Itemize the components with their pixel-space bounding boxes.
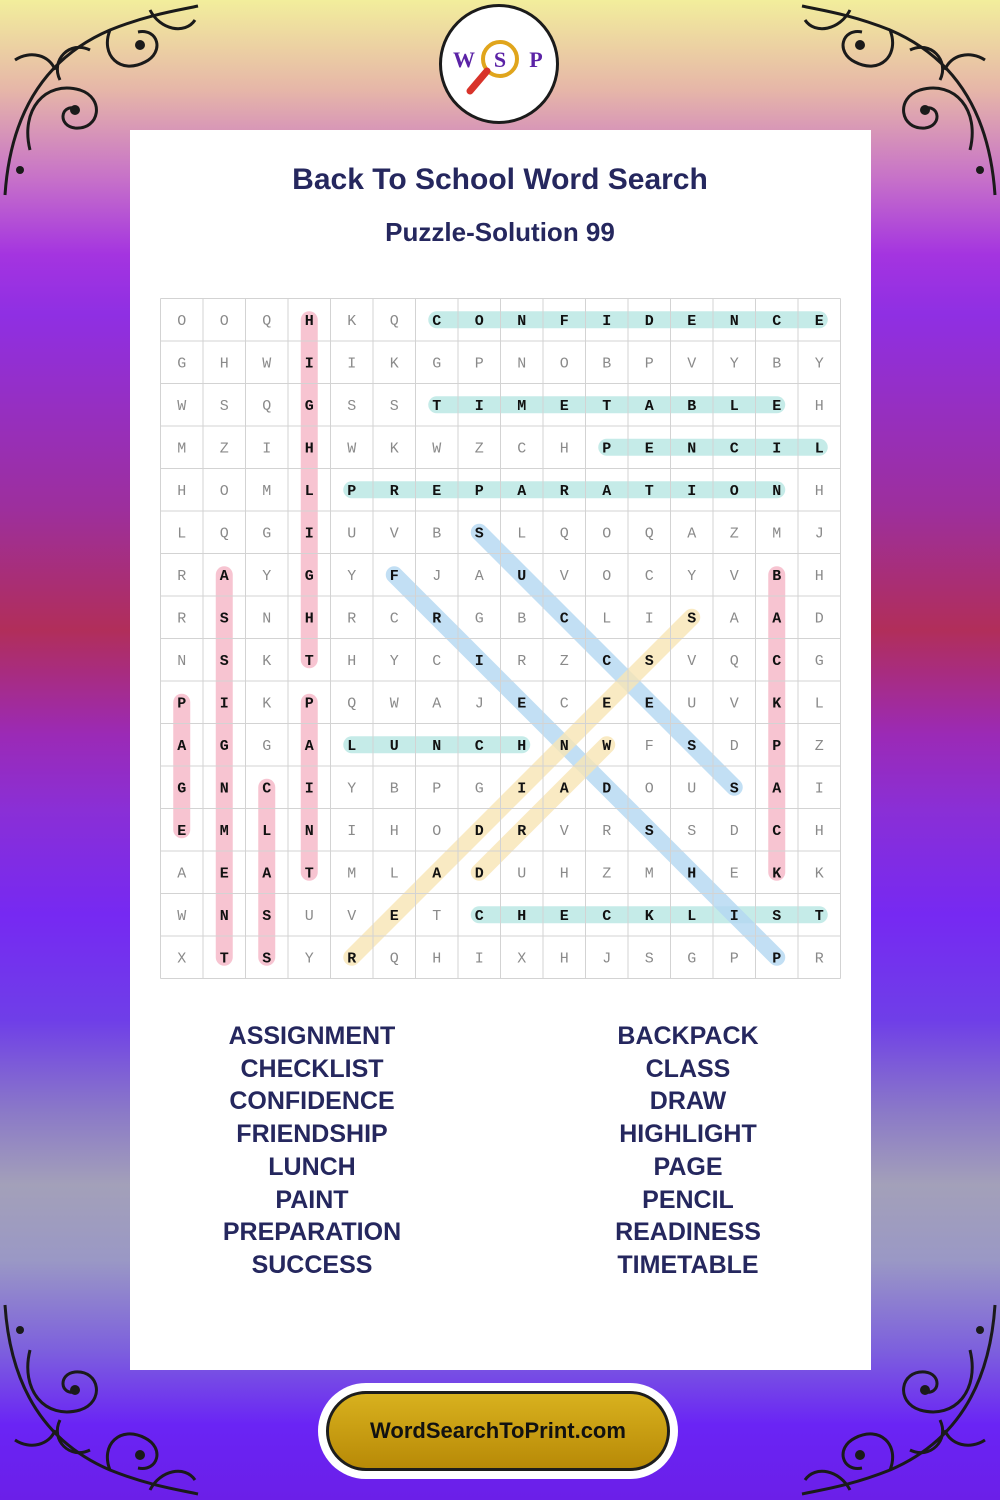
grid-cell[interactable]: N	[304, 822, 314, 840]
grid-cell[interactable]: E	[687, 312, 697, 330]
grid-cell[interactable]: A	[262, 865, 272, 883]
grid-cell[interactable]: L	[177, 525, 187, 543]
grid-cell[interactable]: C	[517, 440, 527, 458]
grid-cell[interactable]: L	[517, 525, 527, 543]
grid-cell[interactable]: M	[517, 397, 527, 415]
grid-cell[interactable]: I	[304, 780, 314, 798]
grid-cell[interactable]: S	[219, 652, 229, 670]
grid-cell[interactable]: I	[304, 355, 314, 373]
grid-cell[interactable]: F	[559, 312, 569, 330]
grid-cell[interactable]: W	[432, 440, 442, 458]
grid-cell[interactable]: C	[729, 440, 739, 458]
grid-cell[interactable]: T	[432, 907, 442, 925]
grid-cell[interactable]: Y	[814, 355, 824, 373]
grid-cell[interactable]: S	[219, 610, 229, 628]
grid-cell[interactable]: C	[772, 312, 782, 330]
grid-cell[interactable]: I	[687, 482, 697, 500]
grid-cell[interactable]: U	[304, 907, 314, 925]
grid-cell[interactable]: W	[262, 355, 272, 373]
word-list-item: PAINT	[275, 1185, 349, 1214]
grid-cell[interactable]: C	[262, 780, 272, 798]
grid-cell[interactable]: L	[687, 907, 697, 925]
grid-cell[interactable]: N	[177, 652, 187, 670]
grid-cell[interactable]: O	[177, 312, 187, 330]
grid-cell[interactable]: A	[432, 865, 442, 883]
grid-cell[interactable]: H	[687, 865, 697, 883]
grid-cell[interactable]: D	[474, 822, 484, 840]
website-link-label: WordSearchToPrint.com	[370, 1418, 626, 1443]
grid-cell[interactable]: P	[474, 482, 484, 500]
grid-cell[interactable]: V	[559, 822, 569, 840]
grid-cell[interactable]: B	[602, 355, 612, 373]
grid-cell[interactable]: Z	[474, 440, 484, 458]
grid-cell[interactable]: E	[729, 865, 739, 883]
logo-letter-s: S	[493, 47, 507, 72]
grid-cell[interactable]: K	[389, 355, 399, 373]
grid-cell[interactable]: V	[347, 907, 357, 925]
grid-cell[interactable]: R	[559, 482, 569, 500]
grid-cell[interactable]: Z	[219, 440, 229, 458]
grid-cell[interactable]: I	[644, 610, 654, 628]
grid-cell[interactable]: C	[772, 652, 782, 670]
grid-cell[interactable]: L	[729, 397, 739, 415]
grid-cell[interactable]: A	[517, 482, 527, 500]
grid-cell[interactable]: E	[602, 695, 612, 713]
grid-cell[interactable]: R	[517, 652, 527, 670]
grid-cell[interactable]: C	[559, 610, 569, 628]
grid-cell[interactable]: O	[219, 482, 229, 500]
grid-cell[interactable]: S	[644, 822, 654, 840]
grid-cell[interactable]: E	[389, 907, 399, 925]
word-list-item: SUCCESS	[251, 1250, 373, 1279]
grid-cell[interactable]: E	[644, 440, 654, 458]
grid-cell[interactable]: D	[602, 780, 612, 798]
grid-cell[interactable]: U	[389, 737, 399, 755]
grid-cell[interactable]: T	[602, 397, 612, 415]
grid-cell[interactable]: H	[814, 397, 824, 415]
grid-cell[interactable]: N	[517, 312, 527, 330]
grid-cell[interactable]: P	[432, 780, 442, 798]
grid-cell[interactable]: M	[772, 525, 782, 543]
grid-cell[interactable]: C	[559, 695, 569, 713]
grid-cell[interactable]: O	[559, 355, 569, 373]
grid-cell[interactable]: V	[687, 355, 697, 373]
grid-cell[interactable]: Q	[389, 950, 399, 968]
grid-cell[interactable]: C	[474, 737, 484, 755]
grid-cell[interactable]: U	[517, 567, 527, 585]
word-list-item: FRIENDSHIP	[236, 1120, 388, 1149]
grid-cell[interactable]: T	[644, 482, 654, 500]
grid-cell[interactable]: O	[474, 312, 484, 330]
grid-cell[interactable]: P	[772, 737, 782, 755]
grid-cell[interactable]: C	[602, 652, 612, 670]
grid-cell[interactable]: X	[517, 950, 527, 968]
grid-cell[interactable]: G	[687, 950, 697, 968]
grid-cell[interactable]: O	[219, 312, 229, 330]
grid-cell[interactable]: N	[687, 440, 697, 458]
grid-cell[interactable]: Q	[347, 695, 357, 713]
grid-cell[interactable]: K	[262, 695, 272, 713]
word-list-item: PENCIL	[642, 1185, 734, 1214]
grid-cell[interactable]: L	[347, 737, 357, 755]
grid-cell[interactable]: A	[602, 482, 612, 500]
word-list-item: LUNCH	[268, 1152, 356, 1181]
grid-cell[interactable]: R	[177, 610, 187, 628]
grid-cell[interactable]: N	[559, 737, 569, 755]
word-list-item: CLASS	[645, 1054, 731, 1083]
grid-cell[interactable]: Z	[602, 865, 612, 883]
grid-cell[interactable]: Q	[219, 525, 229, 543]
grid-cell[interactable]: S	[772, 907, 782, 925]
grid-cell[interactable]: M	[219, 822, 229, 840]
grid-cell[interactable]: C	[432, 652, 442, 670]
grid-cell[interactable]: Y	[389, 652, 399, 670]
grid-cell[interactable]: Y	[262, 567, 272, 585]
grid-cell[interactable]: A	[474, 567, 484, 585]
grid-cell[interactable]: H	[219, 355, 229, 373]
grid-cell[interactable]: W	[177, 907, 187, 925]
grid-cell[interactable]: K	[389, 440, 399, 458]
grid-cell[interactable]: O	[432, 822, 442, 840]
word-list-item: PAGE	[653, 1152, 723, 1181]
grid-cell[interactable]: J	[814, 525, 824, 543]
grid-cell[interactable]: H	[517, 907, 527, 925]
grid-cell[interactable]: Y	[304, 950, 314, 968]
grid-cell[interactable]: S	[687, 822, 697, 840]
grid-cell[interactable]: T	[219, 950, 229, 968]
grid-cell[interactable]: K	[644, 907, 654, 925]
grid-cell[interactable]: A	[177, 737, 187, 755]
grid-cell[interactable]: W	[347, 440, 357, 458]
grid-cell[interactable]: T	[304, 652, 314, 670]
grid-cell[interactable]: G	[432, 355, 442, 373]
grid-cell[interactable]: T	[432, 397, 442, 415]
grid-cell[interactable]: P	[602, 440, 612, 458]
grid-cell[interactable]: N	[772, 482, 782, 500]
word-list-item: BACKPACK	[617, 1022, 759, 1050]
grid-cell[interactable]: P	[729, 950, 739, 968]
grid-cell[interactable]: I	[347, 355, 357, 373]
grid-cell[interactable]: H	[814, 567, 824, 585]
grid-cell[interactable]: R	[347, 610, 357, 628]
grid-cell[interactable]: E	[559, 907, 569, 925]
word-list-item: TIMETABLE	[617, 1250, 759, 1279]
grid-cell[interactable]: R	[177, 567, 187, 585]
grid-cell[interactable]: H	[347, 652, 357, 670]
grid-cell[interactable]: A	[432, 695, 442, 713]
grid-cell[interactable]: S	[644, 652, 654, 670]
grid-cell[interactable]: B	[432, 525, 442, 543]
grid-cell[interactable]: M	[262, 482, 272, 500]
grid-cell[interactable]: I	[304, 525, 314, 543]
grid-cell[interactable]: H	[304, 312, 314, 330]
grid-cell[interactable]: S	[262, 950, 272, 968]
grid-cell[interactable]: S	[262, 907, 272, 925]
grid-cell[interactable]: R	[517, 822, 527, 840]
word-list-right	[538, 1020, 838, 1282]
grid-cell[interactable]: E	[772, 397, 782, 415]
grid-cell[interactable]: Z	[559, 652, 569, 670]
grid-cell[interactable]: B	[389, 780, 399, 798]
grid-cell[interactable]: H	[177, 482, 187, 500]
page-subtitle: Puzzle-Solution 99	[385, 217, 615, 247]
grid-cell[interactable]: P	[177, 695, 187, 713]
grid-cell[interactable]: Y	[347, 567, 357, 585]
grid-cell[interactable]: Y	[729, 355, 739, 373]
grid-cell[interactable]: Q	[644, 525, 654, 543]
grid-cell[interactable]: S	[389, 397, 399, 415]
grid-cell[interactable]: D	[729, 737, 739, 755]
grid-cell[interactable]: S	[729, 780, 739, 798]
grid-cell[interactable]: I	[474, 397, 484, 415]
grid-cell[interactable]: G	[262, 525, 272, 543]
grid-cell[interactable]: P	[347, 482, 357, 500]
word-list-left	[162, 1020, 462, 1282]
logo-letter-w: W	[453, 47, 475, 72]
grid-cell[interactable]: Q	[262, 312, 272, 330]
grid-cell[interactable]: Q	[262, 397, 272, 415]
grid-cell[interactable]: G	[814, 652, 824, 670]
grid-cell[interactable]: E	[432, 482, 442, 500]
grid-cell[interactable]: S	[687, 737, 697, 755]
grid-cell[interactable]: L	[814, 440, 824, 458]
grid-cell[interactable]: M	[644, 865, 654, 883]
logo-letter-p: P	[529, 47, 543, 72]
grid-cell[interactable]: F	[389, 567, 399, 585]
word-list-item: HIGHLIGHT	[619, 1120, 757, 1149]
grid-cell[interactable]: K	[347, 312, 357, 330]
grid-cell[interactable]: P	[474, 355, 484, 373]
grid-cell[interactable]: S	[474, 525, 484, 543]
grid-cell[interactable]: N	[729, 312, 739, 330]
grid-cell[interactable]: A	[559, 780, 569, 798]
grid-cell[interactable]: U	[687, 695, 697, 713]
word-search-grid[interactable]	[160, 298, 841, 979]
grid-cell[interactable]: Z	[729, 525, 739, 543]
grid-cell[interactable]: Q	[729, 652, 739, 670]
grid-cell[interactable]: I	[474, 652, 484, 670]
grid-cell[interactable]: Y	[347, 780, 357, 798]
grid-cell[interactable]: O	[602, 525, 612, 543]
grid-cell[interactable]: E	[219, 865, 229, 883]
grid-cell[interactable]: S	[219, 397, 229, 415]
grid-cell[interactable]: K	[772, 865, 782, 883]
grid-cell[interactable]: O	[729, 482, 739, 500]
grid-cell[interactable]: N	[219, 907, 229, 925]
grid-cell[interactable]: C	[389, 610, 399, 628]
grid-cell[interactable]: H	[559, 440, 569, 458]
grid-cell[interactable]: W	[389, 695, 399, 713]
grid-cell[interactable]: I	[772, 440, 782, 458]
grid-cell[interactable]: W	[177, 397, 187, 415]
grid-cell[interactable]: R	[389, 482, 399, 500]
grid-cell[interactable]: C	[474, 907, 484, 925]
grid-cell[interactable]: E	[814, 312, 824, 330]
footer-badge	[318, 1383, 678, 1479]
grid-cell[interactable]: L	[262, 822, 272, 840]
grid-cell[interactable]: R	[432, 610, 442, 628]
grid-cell[interactable]: K	[772, 695, 782, 713]
grid-cell[interactable]: A	[304, 737, 314, 755]
grid-cell[interactable]: H	[814, 482, 824, 500]
grid-cell[interactable]: G	[474, 610, 484, 628]
grid-cell[interactable]: E	[517, 695, 527, 713]
grid-cell[interactable]: G	[177, 780, 187, 798]
grid-cell[interactable]: I	[729, 907, 739, 925]
grid-cell[interactable]: I	[602, 312, 612, 330]
grid-cell[interactable]: X	[177, 950, 187, 968]
grid-cell[interactable]: J	[432, 567, 442, 585]
grid-cell[interactable]: B	[772, 355, 782, 373]
grid-cell[interactable]: A	[772, 610, 782, 628]
grid-cell[interactable]: I	[262, 440, 272, 458]
grid-cell[interactable]: E	[177, 822, 187, 840]
grid-cell[interactable]: L	[304, 482, 314, 500]
grid-cell[interactable]: G	[304, 567, 314, 585]
grid-cell[interactable]: P	[304, 695, 314, 713]
grid-cell[interactable]: B	[772, 567, 782, 585]
grid-cell[interactable]: O	[644, 780, 654, 798]
word-list-item: ASSIGNMENT	[228, 1022, 396, 1050]
grid-cell[interactable]: A	[772, 780, 782, 798]
grid-cell[interactable]: Q	[559, 525, 569, 543]
page-title: Back To School Word Search	[292, 163, 708, 196]
grid-cell[interactable]: E	[559, 397, 569, 415]
grid-cell[interactable]: W	[602, 737, 612, 755]
grid-cell[interactable]: C	[772, 822, 782, 840]
grid-cell[interactable]: C	[432, 312, 442, 330]
grid-cell[interactable]: I	[347, 822, 357, 840]
word-list-item: CONFIDENCE	[229, 1087, 395, 1116]
grid-cell[interactable]: V	[389, 525, 399, 543]
grid-cell[interactable]: N	[219, 780, 229, 798]
grid-cell[interactable]: H	[559, 950, 569, 968]
grid-cell[interactable]: M	[177, 440, 187, 458]
word-list-item: DRAW	[649, 1087, 727, 1116]
grid-cell[interactable]: G	[177, 355, 187, 373]
grid-cell[interactable]: B	[687, 397, 697, 415]
grid-cell[interactable]: L	[602, 610, 612, 628]
grid-cell[interactable]: U	[517, 865, 527, 883]
grid-cell[interactable]: C	[644, 567, 654, 585]
grid-cell[interactable]: K	[814, 865, 824, 883]
grid-cell[interactable]: I	[219, 695, 229, 713]
grid-cell[interactable]: D	[644, 312, 654, 330]
grid-cell[interactable]: A	[219, 567, 229, 585]
grid-cell[interactable]: L	[814, 695, 824, 713]
grid-cell[interactable]: N	[432, 737, 442, 755]
grid-cell[interactable]: R	[347, 950, 357, 968]
grid-cell[interactable]: G	[262, 737, 272, 755]
grid-cell[interactable]: Q	[389, 312, 399, 330]
grid-cell[interactable]: D	[814, 610, 824, 628]
grid-cell[interactable]: T	[814, 907, 824, 925]
grid-cell[interactable]: H	[304, 610, 314, 628]
grid-cell[interactable]: P	[644, 355, 654, 373]
grid-cell[interactable]: R	[602, 822, 612, 840]
grid-cell[interactable]: J	[602, 950, 612, 968]
grid-cell[interactable]: O	[602, 567, 612, 585]
grid-cell[interactable]: F	[644, 737, 654, 755]
word-list-item: READINESS	[615, 1218, 761, 1247]
grid-cell[interactable]: P	[772, 950, 782, 968]
grid-cell[interactable]: S	[644, 950, 654, 968]
grid-cell[interactable]: R	[814, 950, 824, 968]
grid-cell[interactable]: U	[347, 525, 357, 543]
grid-cell[interactable]: N	[517, 355, 527, 373]
grid-cell[interactable]: Y	[687, 567, 697, 585]
grid-cell[interactable]: H	[517, 737, 527, 755]
grid-cell[interactable]: T	[304, 865, 314, 883]
grid-cell[interactable]: I	[474, 950, 484, 968]
grid-cell[interactable]: V	[559, 567, 569, 585]
grid-cell[interactable]: A	[177, 865, 187, 883]
grid-cell[interactable]: Z	[814, 737, 824, 755]
grid-cell[interactable]: G	[304, 397, 314, 415]
grid-cell[interactable]: S	[687, 610, 697, 628]
website-link-button[interactable]	[326, 1391, 670, 1471]
grid-cell[interactable]: H	[304, 440, 314, 458]
grid-cell[interactable]: G	[474, 780, 484, 798]
grid-cell[interactable]: I	[517, 780, 527, 798]
site-logo[interactable]	[439, 4, 559, 124]
word-list-item: CHECKLIST	[240, 1054, 384, 1083]
grid-cell[interactable]: V	[687, 652, 697, 670]
grid-cell[interactable]: D	[729, 822, 739, 840]
grid-cell[interactable]: L	[389, 865, 399, 883]
grid-cell[interactable]: A	[644, 397, 654, 415]
grid-cell[interactable]: H	[814, 822, 824, 840]
grid-cell[interactable]: U	[687, 780, 697, 798]
grid-cell[interactable]: S	[347, 397, 357, 415]
grid-cell[interactable]: V	[729, 695, 739, 713]
grid-cell[interactable]: K	[262, 652, 272, 670]
grid-cell[interactable]: H	[389, 822, 399, 840]
word-list-item: PREPARATION	[222, 1218, 402, 1247]
grid-cell[interactable]: H	[559, 865, 569, 883]
grid-cell[interactable]: N	[262, 610, 272, 628]
grid-cell[interactable]: V	[729, 567, 739, 585]
grid-cell[interactable]: C	[602, 907, 612, 925]
grid-cell[interactable]: B	[517, 610, 527, 628]
grid-cell[interactable]: A	[687, 525, 697, 543]
grid-cell[interactable]: D	[474, 865, 484, 883]
grid-cell[interactable]: J	[474, 695, 484, 713]
grid-cell[interactable]: H	[432, 950, 442, 968]
grid-cell[interactable]: I	[814, 780, 824, 798]
grid-cell[interactable]: G	[219, 737, 229, 755]
grid-cell[interactable]: M	[347, 865, 357, 883]
grid-cell[interactable]: A	[729, 610, 739, 628]
magnifier-icon	[442, 7, 556, 121]
grid-cell[interactable]: E	[644, 695, 654, 713]
